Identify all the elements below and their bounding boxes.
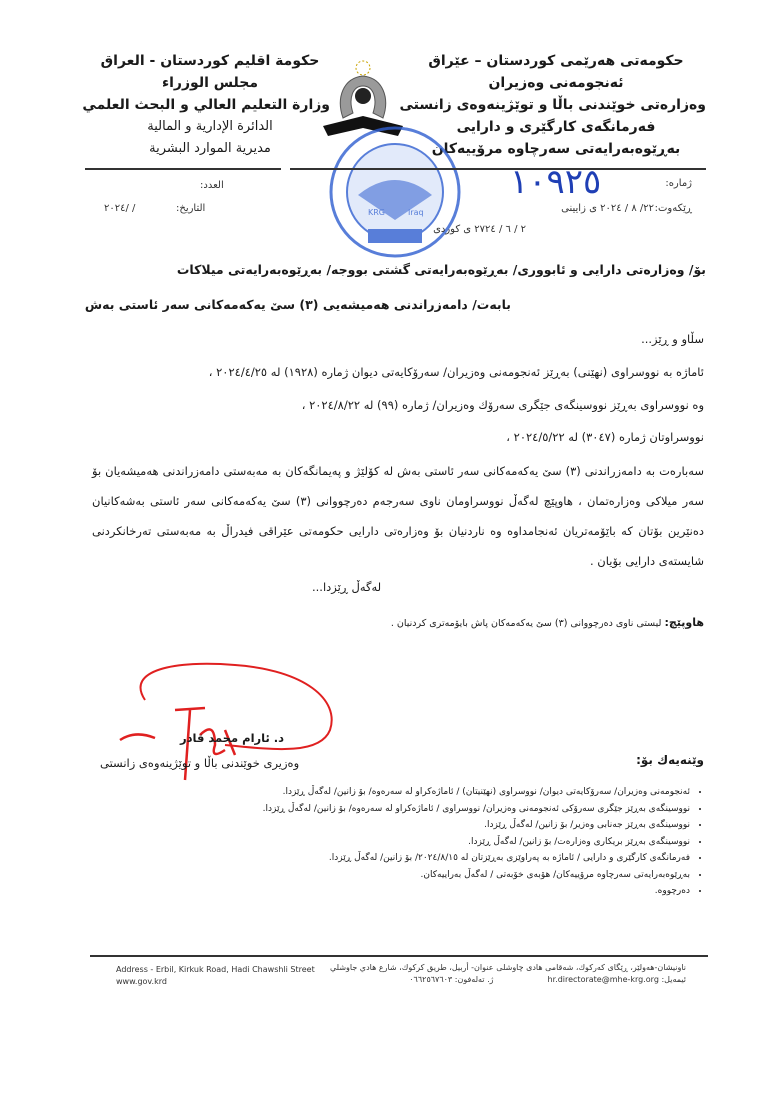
footer-email: ئیمەیل: hr.directorate@mhe-krg.org: [547, 975, 686, 984]
attachment-label: هاوپێچ:: [664, 616, 704, 629]
reference-line: وە نووسراوی بەڕێز نووسینگەی جێگری سەرۆك وەزیران/ ژمارە (٩٩) لە ٢٠٢٤/٨/٢٢ ،: [301, 398, 704, 412]
attachment: [391, 616, 704, 629]
body-paragraph: سەبارەت بە دامەزراندنی (٣) سێ یەكەمەكانی سەر ئاستی بەش لە كۆلێژ و پەیمانگەكان بە مەبەستی دامەزراندنی هەمیشەیان بۆ سەر میلاكی وەزارەتمان ، هاوپێچ لەگەڵ نووسراومان ناوی سەرجەم دەرچووانی (٣) سێ یەكەمەكانی سەر ئاستی بەشەكانیان دەنێرین بۆتان كە باێۆمەتریان ئەنجامداوە وە ناردنیان بۆ وەزارەتی دارایی حكومەتی عێراقی فیدراڵ بە مەبەستی تەرخانكردنی شایستەی دارایی بۆیان .: [92, 464, 704, 568]
cc-item: • فەرمانگەی كارگێری و دارایی / ئاماژە بە پەراوێزی بەڕێزتان لە ٢٠٢٤/٨/١٥/ بۆ زانین/ لەگەڵ ڕێزدا.: [263, 850, 690, 867]
arabic-number-label: العدد:: [200, 180, 224, 191]
header-line: فەرمانگەی كارگێری و دارایی: [456, 119, 656, 135]
header-line: مديرية الموارد البشرية: [149, 141, 271, 156]
header-arabic: [82, 50, 330, 160]
header-divider-right: [290, 168, 706, 170]
footer-arabic: [330, 962, 493, 986]
ministry-stamp: [328, 125, 462, 259]
cc-label: وێنەیەك بۆ:: [636, 753, 704, 767]
footer-website: www.gov.krd: [116, 977, 167, 986]
stamp-text-left: KRG: [368, 208, 386, 217]
cc-item: • نووسینگەی بەڕێز جەنابی وەزیر/ بۆ زانین/ لەگەڵ ڕێزدا.: [263, 817, 690, 834]
header-line: ئەنجومەنی وەزیران: [488, 75, 624, 91]
cc-list: [263, 784, 708, 900]
handwritten-reference-number: ١٠٩٢٥: [510, 162, 602, 202]
cc-item: • نووسینگەی بەڕێز جێگری سەرۆكی ئەنجومەنی وەزیران/ نووسراوی / ئاماژەكراو لە سەرەوە/ بۆ زانین/ لەگەڵ ڕێزدا.: [263, 801, 690, 818]
attachment-text: لیستی ناوی دەرچووانی (٣) سێ یەكەمەكان پاش بایۆمەتری كردنیان .: [390, 618, 662, 629]
header-line: حكومەتی هەرێمی كوردستان – عێراق: [428, 53, 684, 69]
footer-phone: ژ. تەلەفون: ٠٦٦٢٥٦٧٦٠٣: [409, 975, 494, 984]
footer-arabic-address: عنوان- أربيل، طريق كركوك، شارع هادي جاوشلي: [330, 963, 494, 972]
reference-line: ئاماژە بە نووسراوی (نهێنی) بەڕێز ئەنجومەنی وەزیران/ سەرۆكایەتی دیوان ژمارە (١٩٢٨) لە ٢٠٢٤/٤/٢٥ ،: [208, 365, 704, 379]
closing: لەگەڵ ڕێزدا...: [312, 580, 382, 594]
greeting: سڵاو و ڕێز...: [641, 332, 704, 346]
header-divider-left: [85, 168, 281, 170]
reference-number-label: ژمارە:: [665, 178, 692, 189]
cc-item: • دەرچووە.: [263, 883, 690, 900]
header-line: حكومة اقليم كوردستان - العراق: [100, 53, 320, 69]
footer-english-address: Address - Erbil, Kirkuk Road, Hadi Chawshli Street: [116, 965, 315, 974]
header-line: مجلس الوزراء: [161, 75, 259, 91]
handwritten-signature: [115, 660, 345, 790]
reference-date-label: ڕێكەوت:: [654, 203, 692, 214]
footer-kurdish: [496, 962, 686, 986]
arabic-date-value: / /٢٠٢٤: [104, 203, 136, 214]
cc-item: • ئەنجومەنی وەزیران/ سەرۆكایەتی دیوان/ نووسراوی (نهێنیتان) / ئاماژەكراو لە سەرەوە/ بۆ زانین/ لەگەڵ ڕێزدا.: [263, 784, 690, 801]
footer-kurdish-address: ناونیشان-هەولێر، ڕێگای كەركوك، شەقامی هادی چاوشلی: [496, 963, 686, 972]
reference-date-kurdish: ٢ / ٦ / ٢٧٢٤ ی كوردی: [433, 224, 526, 235]
footer-divider: [90, 955, 708, 957]
reference-date-gregorian: ٢٢/ ٨ / ٢٠٢٤ ی زایینی: [561, 203, 654, 214]
signatory-name: د. ئارام محمد قادر: [180, 731, 285, 745]
signatory-title: وەزیری خوێندنی باڵا و توێژینەوەی زانستی: [100, 756, 300, 770]
cc-item: • نووسینگەی بەڕێز بریكاری وەزارەت/ بۆ زانین/ لەگەڵ ڕێزدا.: [263, 834, 690, 851]
reference-line: نووسراوتان ژمارە (٣٠٤٧) لە ٢٠٢٤/٥/٢٢ ،: [506, 430, 704, 444]
stamp-text-right: Iraq: [408, 208, 424, 217]
cc-item: • بەڕێوەبەرایەتی سەرچاوە مرۆییەكان/ هۆبەی خۆبەتی / لەگەڵ بەراییەكان.: [263, 867, 690, 884]
header-line: وزارة التعليم العالي و البحث العلمي: [82, 97, 330, 113]
header-line: الدائرة الإدارية و المالية: [147, 119, 273, 134]
header-line: وەزارەتی خوێندنی باڵا و توێژینەوەی زانستی: [399, 97, 706, 113]
header-line: بەڕێوەبەرایەتی سەرچاوە مرۆییەكان: [431, 141, 681, 157]
footer-english: [116, 964, 315, 988]
recipient: بۆ/ وەزارەتی دارایی و ئابووری/ بەڕێوەبەرایەتی گشتی بووجە/ بەڕێوەبەرایەتی میلاكات: [176, 262, 706, 277]
subject: بابەت/ دامەزراندنی هەمیشەیی (٣) سێ یەكەمەكانی سەر ئاستی بەش: [84, 297, 511, 312]
arabic-date-label: التاريخ:: [176, 203, 206, 214]
